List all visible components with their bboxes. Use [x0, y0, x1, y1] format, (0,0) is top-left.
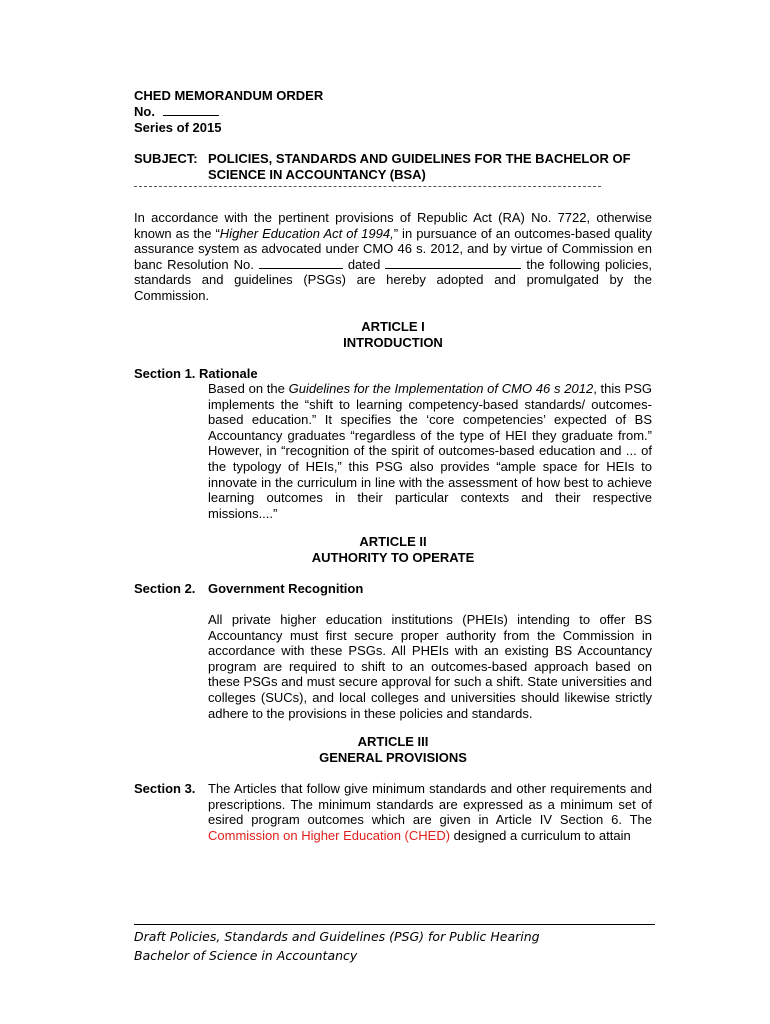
intro-text-b: ” in pursuance of an outcomes-based quality assurance system as advocated under CMO 46 s. 2012, and by virtue of Commission en banc Resolution No.: [134, 225, 653, 272]
section-1-title: Rationale: [199, 366, 258, 381]
subject-label: SUBJECT:: [134, 151, 198, 166]
subject-divider: [134, 186, 601, 187]
section-3-text-b: designed a curriculum to attain: [450, 827, 631, 843]
memo-series: Series of 2015: [134, 120, 222, 135]
subject-line-1: POLICIES, STANDARDS AND GUIDELINES FOR THE BACHELOR OF: [208, 151, 631, 166]
footer-line-1: Draft Policies, Standards and Guidelines (PSG) for Public Hearing: [134, 929, 540, 944]
intro-text-c: the following policies, standards and guidelines (PSGs) are hereby adopted and promulgated by the Commission.: [134, 256, 652, 303]
memo-title: CHED MEMORANDUM ORDER: [134, 88, 324, 103]
subject-line-2: SCIENCE IN ACCOUNTANCY (BSA): [208, 167, 426, 182]
article-2-title: AUTHORITY TO OPERATE: [311, 550, 475, 565]
section-3-ched-highlight: Commission on Higher Education (CHED): [208, 827, 451, 843]
section-3-label: Section 3.: [134, 781, 196, 796]
memo-number-blank: [163, 105, 219, 116]
article-3-heading: ARTICLE III: [357, 734, 429, 749]
section-1-body: [208, 381, 652, 521]
section-1-label: Section 1.: [134, 366, 196, 381]
resolution-date-blank: [385, 258, 521, 269]
footer-divider: [134, 924, 655, 925]
section-1-heading: [134, 366, 258, 382]
intro-dated: dated: [347, 256, 381, 272]
intro-paragraph: [134, 210, 652, 304]
section-3-body: [208, 781, 652, 843]
memo-number-label: No.: [134, 104, 155, 119]
intro-act-name: Higher Education Act of 1994,: [219, 225, 394, 241]
section-1-guidelines-title: Guidelines for the Implementation of CMO 46 s 2012: [288, 381, 594, 396]
footer-line-2: Bachelor of Science in Accountancy: [134, 948, 358, 963]
resolution-number-blank: [259, 258, 343, 269]
section-1-text-a: Based on the: [208, 381, 289, 396]
section-2-label: Section 2.: [134, 581, 196, 596]
article-1-title: INTRODUCTION: [343, 335, 443, 350]
section-1-text-b: , this PSG implements the “shift to learning competency-based standards/ outcomes-based education.” It specifies the ‘core competencies’ expected of BS Accountancy graduates “regardless of the type of HEI they graduate from.” However, in “recognition of the spirit of outcomes-based education and ... of the typology of HEIs,” this PSG also provides “ample space for HEIs to innovate in the curriculum in line with the assessment of how best to achieve learning outcomes in their particular contexts and their respective missions....”: [208, 381, 652, 521]
section-3-text-a: The Articles that follow give minimum standards and other requirements and prescriptions. The minimum standards are expressed as a minimum set of esired program outcomes which are given in Article IV Section 6. The: [208, 781, 652, 828]
article-3-title: GENERAL PROVISIONS: [319, 750, 467, 765]
article-1-heading: ARTICLE I: [361, 319, 425, 334]
intro-text-a: In accordance with the pertinent provisions of Republic Act (RA) No. 7722, otherwise known as the “: [134, 210, 652, 241]
memo-number: [134, 104, 219, 120]
section-2-body: All private higher education institutions (PHEIs) intending to offer BS Accountancy must first secure proper authority from the Commission in accordance with these PSGs. All PHEIs with an existing BS Accountancy program are required to shift to an outcomes-based approach based on these PSGs and must secure approval for such a shift. State universities and colleges (SUCs), and local colleges and universities should likewise strictly adhere to the provisions in these policies and standards.: [208, 612, 652, 721]
article-2-heading: ARTICLE II: [359, 534, 427, 549]
section-2-title: Government Recognition: [208, 581, 364, 596]
